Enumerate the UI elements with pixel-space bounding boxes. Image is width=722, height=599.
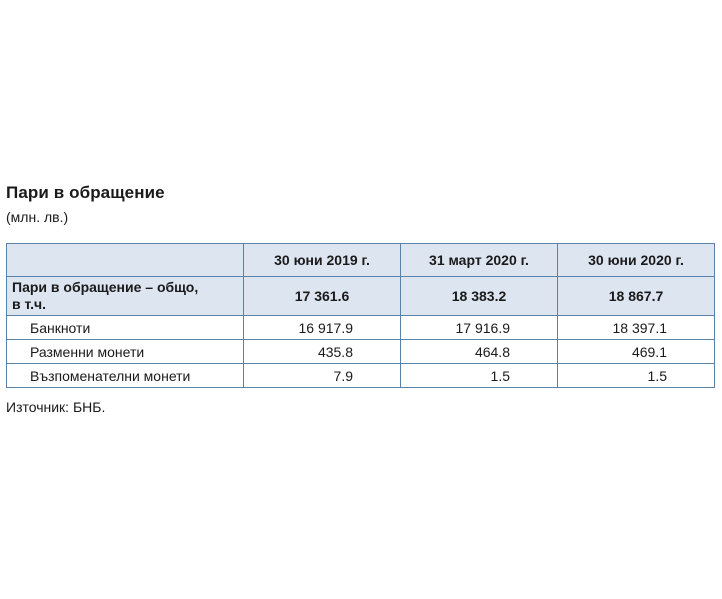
- table-row-coins: [7, 340, 715, 364]
- cell-commemorative-jun-2019: 7.9: [244, 364, 401, 388]
- header-cell-mar-2020: 31 март 2020 г.: [401, 244, 558, 277]
- cell-coins-jun-2020: 469.1: [558, 340, 715, 364]
- cell-commemorative-mar-2020: 1.5: [401, 364, 558, 388]
- header-cell-empty: [7, 244, 244, 277]
- row-label-coins: Разменни монети: [7, 340, 244, 364]
- row-label-total-line2: в т.ч.: [12, 296, 47, 312]
- cell-total-jun-2019: 17 361.6: [244, 277, 401, 316]
- cell-banknotes-jun-2020: 18 397.1: [558, 316, 715, 340]
- cell-coins-jun-2019: 435.8: [244, 340, 401, 364]
- source-note: Източник: БНБ.: [6, 399, 106, 415]
- currency-table: [6, 243, 715, 388]
- table-row-commemorative-coins: [7, 364, 715, 388]
- row-label-total-line1: Пари в обращение – общо,: [12, 279, 199, 295]
- table-unit: (млн. лв.): [6, 209, 69, 225]
- cell-banknotes-mar-2020: 17 916.9: [401, 316, 558, 340]
- row-label-total: [7, 277, 244, 316]
- row-label-commemorative-coins: Възпоменателни монети: [7, 364, 244, 388]
- table-row-banknotes: [7, 316, 715, 340]
- header-cell-jun-2020: 30 юни 2020 г.: [558, 244, 715, 277]
- header-cell-jun-2019: 30 юни 2019 г.: [244, 244, 401, 277]
- table-title: Пари в обращение: [6, 183, 165, 202]
- table-row-total: [7, 277, 715, 316]
- cell-commemorative-jun-2020: 1.5: [558, 364, 715, 388]
- cell-total-jun-2020: 18 867.7: [558, 277, 715, 316]
- cell-banknotes-jun-2019: 16 917.9: [244, 316, 401, 340]
- table-header-row: [7, 244, 715, 277]
- cell-coins-mar-2020: 464.8: [401, 340, 558, 364]
- currency-in-circulation-section: [6, 182, 716, 416]
- row-label-banknotes: Банкноти: [7, 316, 244, 340]
- cell-total-mar-2020: 18 383.2: [401, 277, 558, 316]
